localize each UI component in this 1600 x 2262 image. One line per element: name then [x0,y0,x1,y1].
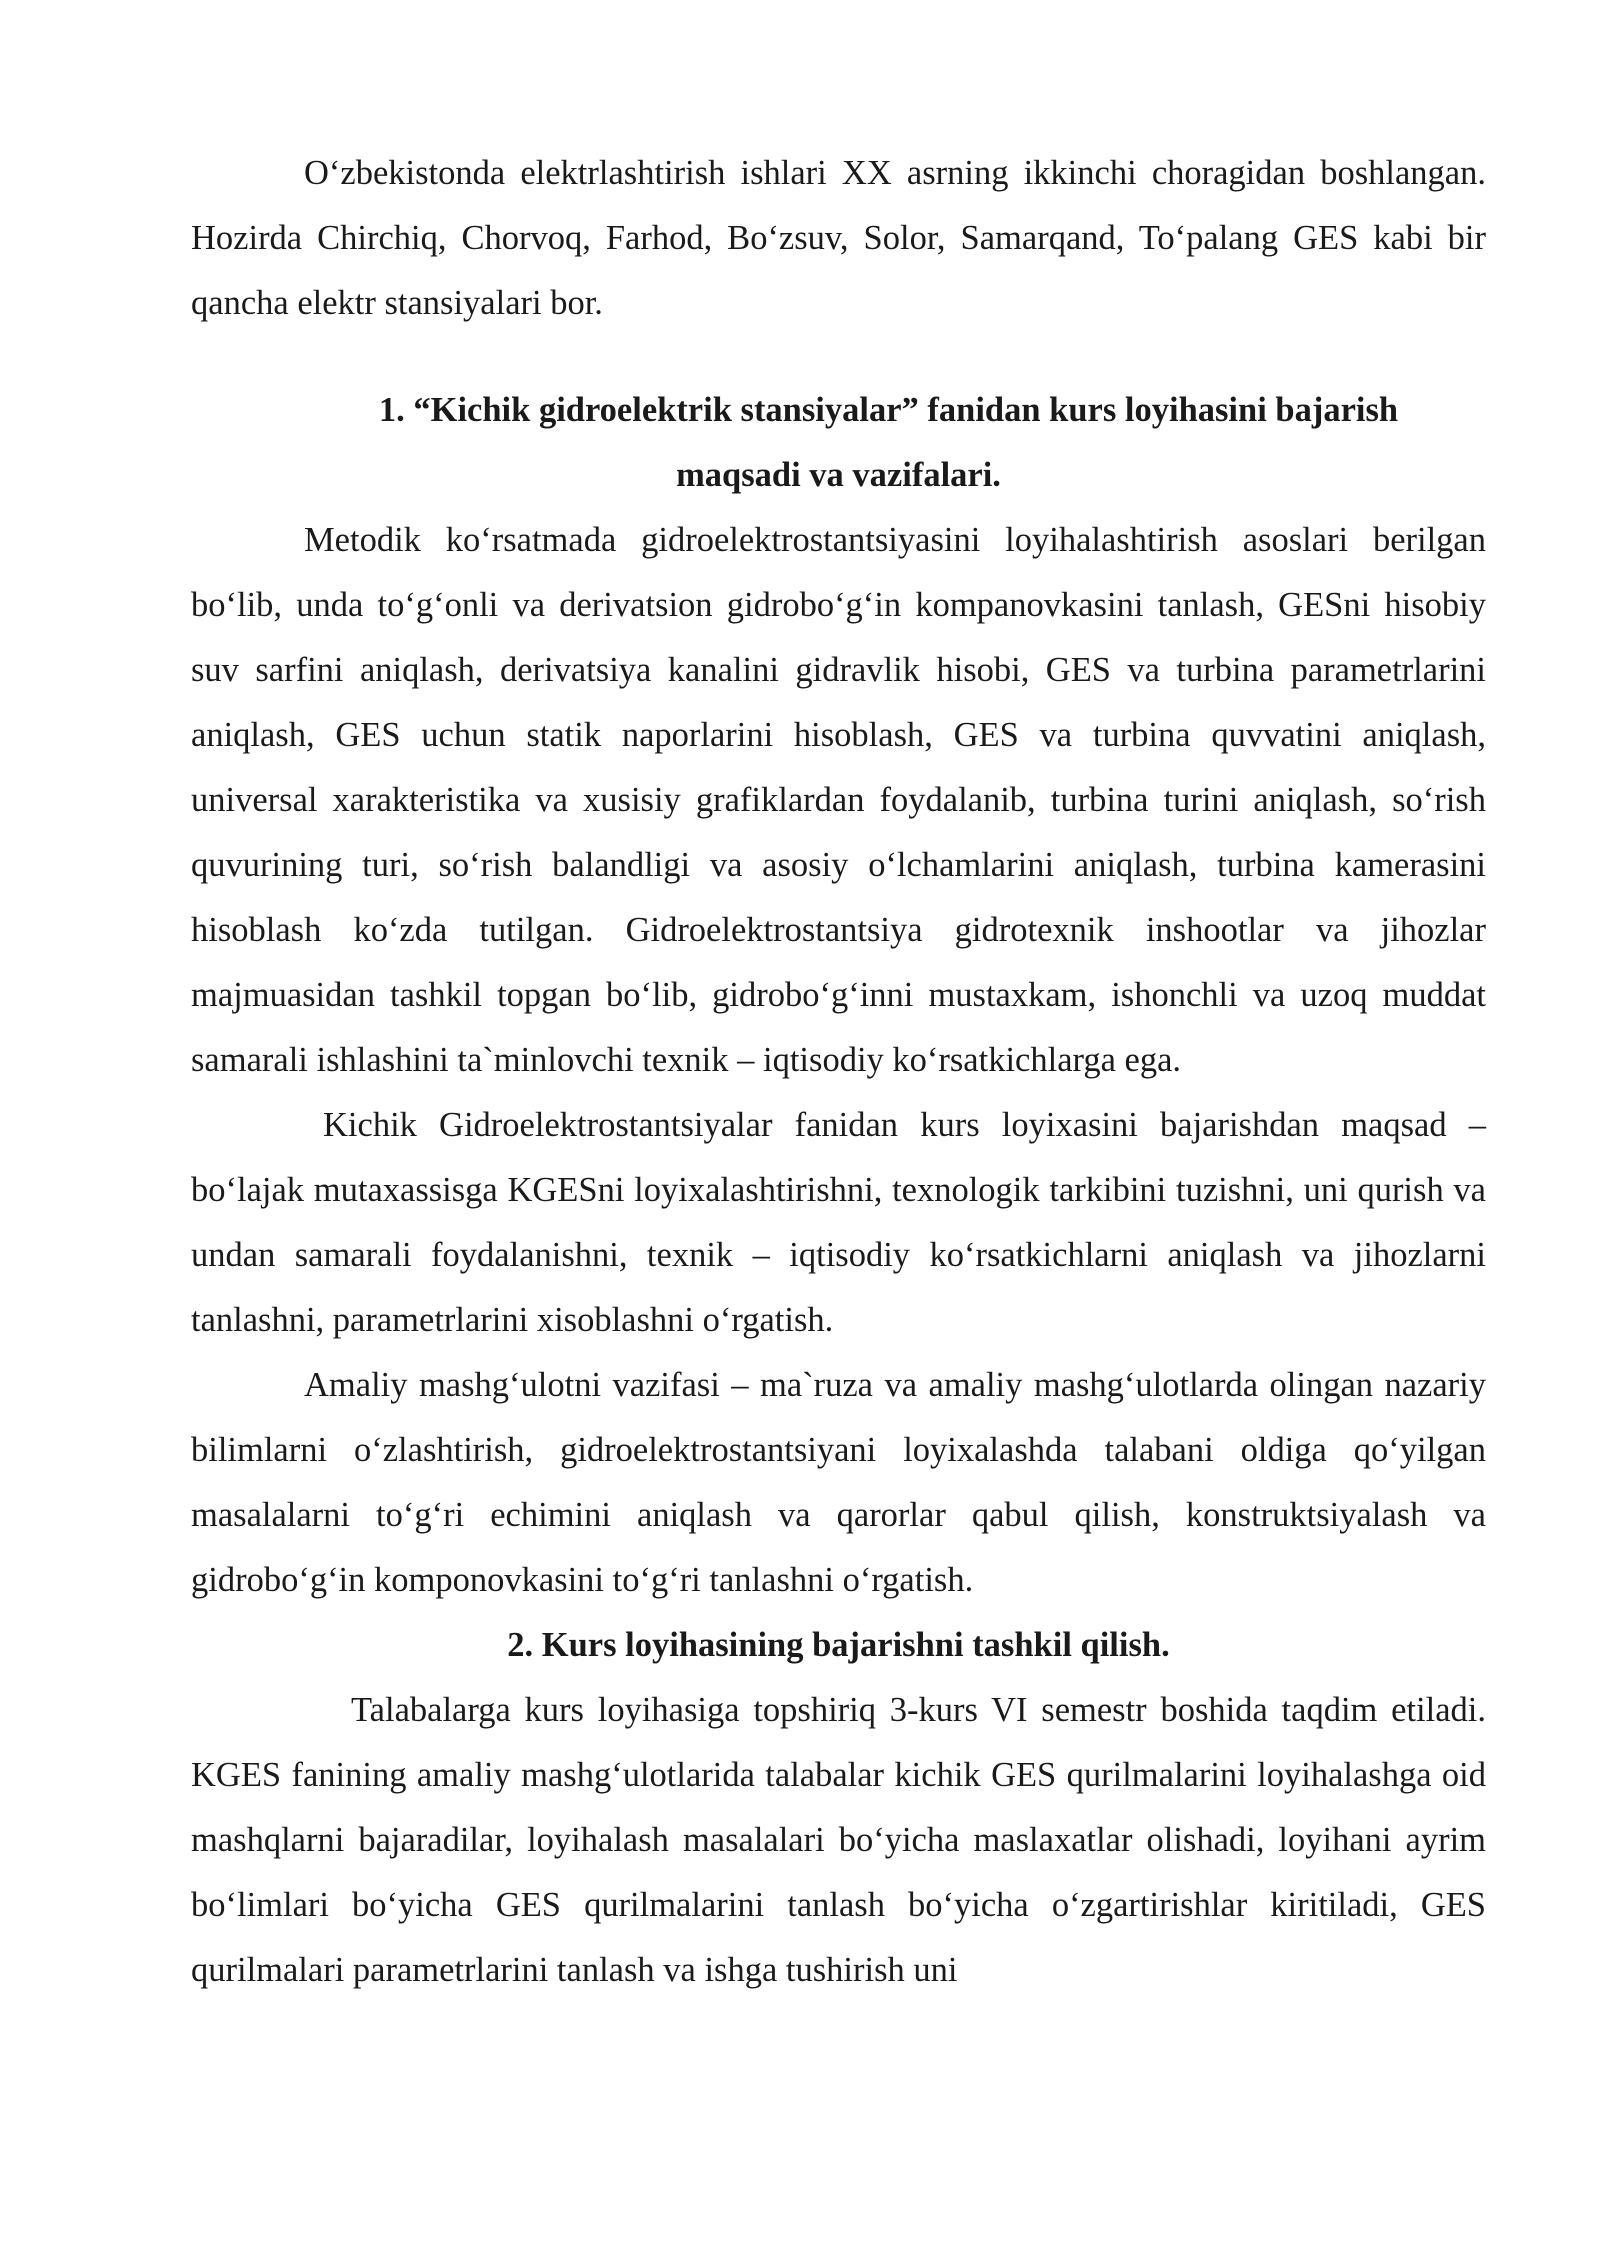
paragraph-methodical: Metodik ko‘rsatmada gidroelektrostantsiyasini loyihalashtirish asoslari berilgan bo‘lib, unda to‘g‘onli va derivatsion gidrobo‘g‘in kompanovkasini tanlash, GESni hisobiy suv sarfini aniqlash, derivatsiya kanalini gidravlik hisobi, GES va turbina parametrlarini aniqlash, GES uchun statik naporlarini hisoblash, GES va turbina quvvatini aniqlash, universal xarakteristika va xusisiy grafiklardan foydalanib, turbina turini aniqlash, so‘rish quvurining turi, so‘rish balandligi va asosiy o‘lchamlarini aniqlash, turbina kamerasini hisoblash ko‘zda tutilgan. Gidroelektrostantsiya gidrotexnik inshootlar va jihozlar majmuasidan tashkil topgan bo‘lib, gidrobo‘g‘inni mustaxkam, ishonchli va uzoq muddat samarali ishlashini ta`minlovchi texnik – iqtisodiy ko‘rsatkichlarga ega. [191,521,1486,1079]
paragraph-organization: Talabalarga kurs loyihasiga topshiriq 3-kurs VI semestr boshida taqdim etiladi. KGES fanining amaliy mashg‘ulotlarida talabalar kichik GES qurilmalarini loyihalashga oid mashqlarni bajaradilar, loyihalash masalalari bo‘yicha maslaxatlar olishadi, loyihani ayrim bo‘limlari bo‘yicha GES qurilmalarini tanlash bo‘yicha o‘zgartirishlar kiritiladi, GES qurilmalari parametrlarini tanlash va ishga tushirish uni [191,1691,1486,1989]
section-heading-2: 2. Kurs loyihasining bajarishni tashkil qilish. [507,1626,1170,1664]
paragraph-purpose: Kichik Gidroelektrostantsiyalar fanidan kurs loyixasini bajarishdan maqsad – bo‘lajak mutaxassisga KGESni loyixalashtirishni, texnologik tarkibini tuzishni, uni qurish va undan samarali foydalanishni, texnik – iqtisodiy ko‘rsatkichlarni aniqlash va jihozlarni tanlashni, parametrlarini xisoblashni o‘rgatish. [191,1106,1486,1339]
paragraph-intro: O‘zbekistonda elektrlashtirish ishlari XX asrning ikkinchi choragidan boshlangan. Hozirda Chirchiq, Chorvoq, Farhod, Bo‘zsuv, Solor, Samarqand, To‘palang GES kabi bir qancha elektr stansiyalari bor. [191,154,1486,322]
paragraph-task: Amaliy mashg‘ulotni vazifasi – ma`ruza va amaliy mashg‘ulotlarda olingan nazariy bilimlarni o‘zlashtirish, gidroelektrostantsiyani loyixalashda talabani oldiga qo‘yilgan masalalarni to‘g‘ri echimini aniqlash va qarorlar qabul qilish, konstruktsiyalash va gidrobo‘g‘in komponovkasini to‘g‘ri tanlashni o‘rgatish. [191,1366,1486,1599]
section-heading-1 [191,378,1486,508]
section-heading-1-line-2: maqsadi va vazifalari. [676,456,1001,494]
document-body [191,141,1486,2003]
section-heading-1-line-1: 1. “Kichik gidroelektrik stansiyalar” fanidan kurs loyihasini bajarish [378,391,1399,429]
